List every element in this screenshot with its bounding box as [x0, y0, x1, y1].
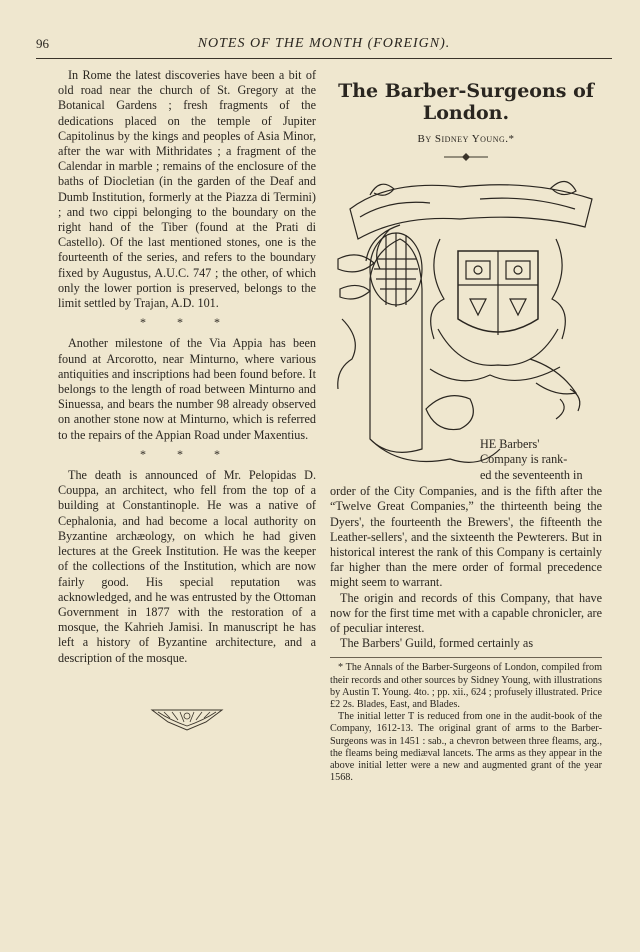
- left-column: [58, 68, 316, 732]
- header-rule: [36, 58, 612, 59]
- initial-line-3: ed the seventeenth in: [480, 467, 583, 482]
- footnote-annals: * The Annals of the Barber-Surgeons of London, compiled from their records and other sources by Sidney Young, with illustrations by Austin T. Young. 4to. ; pp. xii., 624 ; profusely illustrated. Price £2 2s. Blades, East, and Blades.: [330, 662, 602, 711]
- tailpiece-ornament: [58, 706, 316, 732]
- article-title: [330, 80, 602, 124]
- section-stars: * * *: [140, 315, 234, 330]
- footnote-rule: [330, 657, 602, 658]
- illuminated-initial-block: [330, 169, 602, 484]
- paragraph-rome: In Rome the latest discoveries have been a bit of old road near the church of St. Gregory at the Botanical Gardens ; fresh fragments of the dedications placed on the temple of Jupiter Capitolinus by the kings and peoples of Asia Minor, after the war with Mithridates ; a fragment of the Calendar in marble ; remains of the enclosure of the baths of Diocletian (in the garden of the Deaf and Dumb Institution, formerly at the Piazza di Termini) ; and two cippi belonging to the boundary on the right hand of the Tiber (found at the Prati di Castello). Of the last mentioned stones, one is the fourteenth of the series, and refers to the boundary fixed by Augustus, A.U.C. 747 ; the other, of which only the lower portion is preserved, belongs to the limit settled by Trajan, A.D. 101.: [58, 68, 316, 311]
- paragraph-guild: The Barbers' Guild, formed certainly as: [340, 636, 534, 651]
- article-title-line2: London.: [422, 102, 510, 124]
- page-header: [36, 36, 612, 56]
- paragraph-couppa: The death is announced of Mr. Pelopidas D. Couppa, an architect, who fell from the top of a building at Constantinople. He was a native of Cephalonia, and had become a local authority on Byzantine archæology, on which he had given lectures at the Greek Institution. He was the keeper of the collections of the Institution, which are now fairly good. His special reputation was acknowledged, and he was entrusted by the Ottoman Government in 1877 with the restoration of a mosque, the Kahrieh Jamisi. In manuscript he has left a history of Byzantine architecture, and a description of the mosque.: [58, 468, 316, 665]
- footnote-initial: The initial letter T is reduced from one in the audit-book of the Company, 1612-13. The original grant of arms to the Barber-Surgeons was in 1451 : sab., a chevron between three fleams, arg., the fleams being mediæval lancets. The arms as they appear in the above initial letter were a new and augmented grant of the year 1568.: [330, 711, 602, 784]
- article-title-line1: The Barber-Surgeons of: [338, 80, 594, 102]
- divider-ornament: [330, 153, 602, 161]
- initial-line-2: Company is rank-: [480, 452, 568, 467]
- byline: By Sidney Young.*: [417, 133, 515, 145]
- paragraph-rank: order of the City Companies, and is the fifth after the “Twelve Great Companies,” the thirteenth being the Dyers', the fourteenth the Brewers', the fifteenth the Leather-sellers', and the sixteenth the Pewterers. But in historical interest the rank of this Company is certainly far higher than the mere order of formal precedence might seem to warrant.: [330, 484, 602, 590]
- right-column: [330, 80, 602, 784]
- initial-flow-text: [480, 437, 602, 483]
- initial-line-1: HE Barbers': [480, 437, 540, 452]
- paragraph-via-appia: Another milestone of the Via Appia has been found at Arcorotto, near Minturno, where various antiquities and inscriptions had been found before. It belongs to the length of road between Minturno and Sinuessa, and bears the number 98 already observed on another stone now at Minturno, which is referred to the repairs of the Appian Road under Maxentius.: [58, 336, 316, 442]
- section-stars: * * *: [140, 446, 234, 461]
- running-title: NOTES OF THE MONTH (FOREIGN).: [197, 36, 451, 51]
- page-number: 96: [36, 36, 49, 51]
- footnotes: [330, 662, 602, 784]
- paragraph-origin: The origin and records of this Company, that have now for the first time met with a capable chronicler, are of peculiar interest.: [330, 590, 602, 636]
